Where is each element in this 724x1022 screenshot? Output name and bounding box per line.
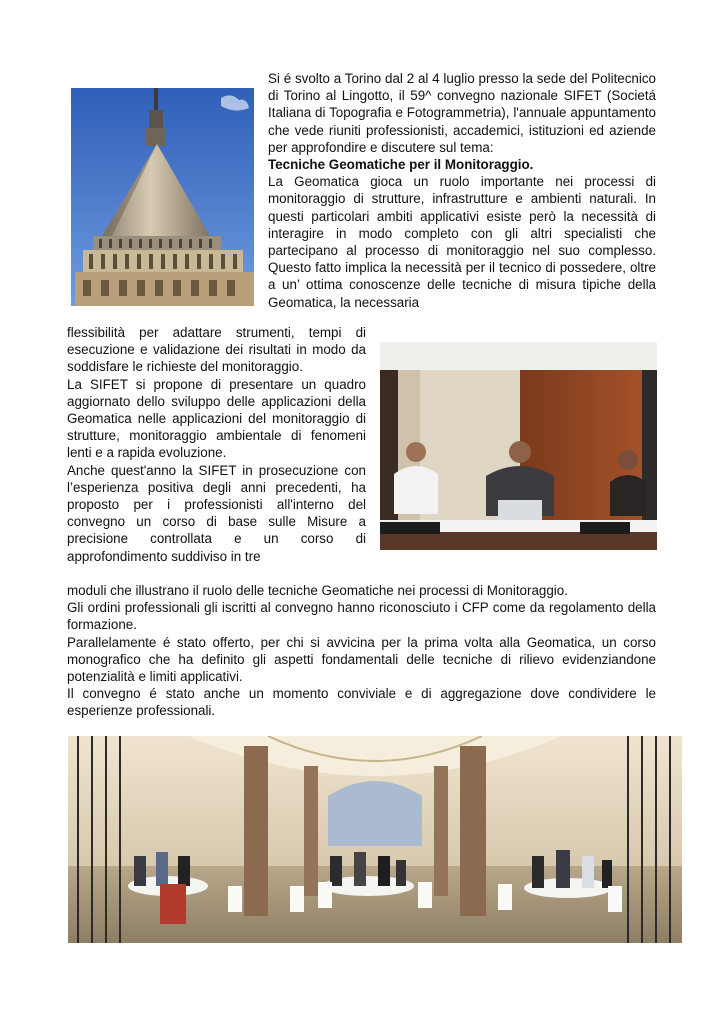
paragraph-3-end: moduli che illustrano il ruolo delle tecniche Geomatiche nei processi di Monitoraggio. bbox=[67, 583, 568, 598]
conference-panel-photo bbox=[380, 342, 657, 550]
paragraph-5: Parallelamente é stato offerto, per chi si avvicina per la prima volta alla Geomatica, un corso monografico che ha definito gli aspetti fondamentali delle tecniche di rilievo evidenziandone potenzialità e limiti applicativi. bbox=[67, 634, 656, 685]
dinner-hall-photo bbox=[68, 736, 682, 943]
mole-antonelliana-photo bbox=[71, 88, 254, 306]
theme-title: Tecniche Geomatiche per il Monitoraggio. bbox=[268, 157, 534, 173]
intro-paragraph: Si é svolto a Torino dal 2 al 4 luglio presso la sede del Politecnico di Torino al Lingotto, il 59^ convegno nazionale SIFET (Societá Italiana di Topografia e Fotogrammetria), l'annuale appuntamento che vede riuniti professionisti, accademici, istituzioni ed aziende per approfondire e discutere sul tema: bbox=[268, 71, 656, 155]
paragraph-1-end: flessibilità per adattare strumenti, tempi di esecuzione e validazione dei risultati in modo da soddisfare le richieste del monitoraggio. bbox=[67, 325, 366, 375]
intro-column bbox=[268, 70, 656, 311]
full-width-column bbox=[67, 582, 656, 720]
paragraph-2: La SIFET si propone di presentare un quadro aggiornato dello sviluppo delle applicazioni della Geomatica nelle applicazioni del monitoraggio di strutture, monitoraggio ambientale di fenomeni lenti e a rapida evoluzione. bbox=[67, 376, 366, 461]
paragraph-6: Il convegno é stato anche un momento conviviale e di aggregazione dove condividere le esperienze professionali. bbox=[67, 686, 656, 719]
paragraph-4: Gli ordini professionali gli iscritti al convegno hanno riconosciuto i CFP come da regolamento della formazione. bbox=[67, 600, 656, 633]
paragraph-3-start: Anche quest'anno la SIFET in prosecuzione con l’esperienza positiva degli anni precedenti, ha proposto per i professionisti all'interno del convegno un corso di base sulle Misure a precisione controllata e un corso di approfondimento suddiviso in tre bbox=[67, 462, 366, 564]
paragraph-1-start: La Geomatica gioca un ruolo importante nei processi di monitoraggio di strutture, infrastrutture e ambienti naturali. In questi particolari ambiti applicativi esiste però la necessità di interagire in modo completo con gli altri specialisti che partecipano al processo di monitoraggio nel suo complesso. Questo fatto implica la necessità per il tecnico di possedere, oltre a un’ ottima conoscenze delle tecniche di misura tipiche della Geomatica, la necessaria bbox=[268, 174, 656, 310]
left-column bbox=[67, 324, 366, 565]
